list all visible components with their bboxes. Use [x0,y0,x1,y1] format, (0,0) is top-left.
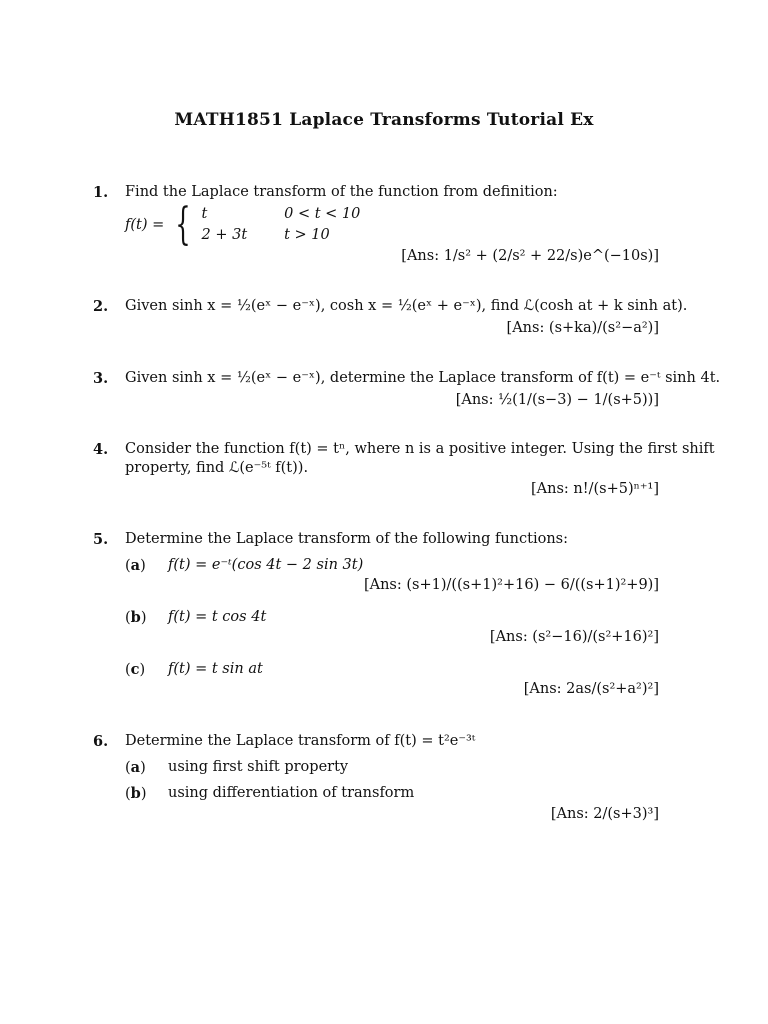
question-number: 2. [93,298,109,315]
answer: [Ans: 2/(s+3)³] [550,806,659,822]
question-5 [93,531,659,711]
answer: [Ans: n!/(s+5)ⁿ⁺¹] [531,481,659,497]
part-label-c: (c) [125,661,146,678]
answer-c: [Ans: 2as/(s²+a²)²] [523,681,659,697]
case-cond: 0 < t < 10 [284,206,361,222]
piecewise-case [202,225,361,246]
case-cond: t > 10 [284,227,330,243]
answer: [Ans: (s+ka)/(s²−a²)] [506,320,659,336]
answer: [Ans: ½(1/(s−3) − 1/(s+5))] [455,392,659,408]
part-label-b: (b) [125,609,147,626]
piecewise-function [125,199,361,250]
part-label-b: (b) [125,785,147,802]
question-text: Find the Laplace transform of the function from definition: [125,184,558,200]
question-text: Determine the Laplace transform of f(t) = t²e⁻³ᵗ [125,733,476,749]
part-text-b: using differentiation of transform [168,785,415,801]
part-expr-c: f(t) = t sin at [168,661,263,677]
question-number: 4. [93,441,109,458]
answer: [Ans: 1/s² + (2/s² + 22/s)e^(−10s)] [401,248,659,264]
part-expr-b: f(t) = t cos 4t [168,609,267,625]
question-text: Determine the Laplace transform of the following functions: [125,531,569,547]
part-label-a: (a) [125,557,146,574]
question-1 [93,184,659,274]
piecewise-case [202,204,361,225]
case-expr: 2 + 3t [201,227,248,243]
piecewise-lhs: f(t) = [125,217,165,233]
answer-a: [Ans: (s+1)/((s+1)²+16) − 6/((s+1)²+9)] [363,577,659,593]
question-6 [93,733,659,828]
question-number: 1. [93,184,109,201]
piecewise-cases [202,204,361,246]
brace-icon: { [175,199,191,250]
question-4 [93,441,715,501]
question-number: 3. [93,370,109,387]
question-3 [93,370,721,415]
answer-b: [Ans: (s²−16)/(s²+16)²] [489,629,659,645]
question-text: Given sinh x = ½(eˣ − e⁻ˣ), cosh x = ½(eˣ + e⁻ˣ), find ℒ(cosh at + k sinh at). [125,298,688,314]
question-number: 5. [93,531,109,548]
question-text-line-1: Consider the function f(t) = tⁿ, where n is a positive integer. Using the first shift [125,441,715,457]
question-text-line-2: property, find ℒ(e⁻⁵ᵗ f(t)). [125,460,309,476]
question-2 [93,298,688,343]
page-title: MATH1851 Laplace Transforms Tutorial Ex [174,110,594,130]
part-text-a: using first shift property [168,759,349,775]
question-number: 6. [93,733,109,750]
part-expr-a: f(t) = e⁻ᵗ(cos 4t − 2 sin 3t) [168,557,364,573]
part-label-a: (a) [125,759,146,776]
question-text: Given sinh x = ½(eˣ − e⁻ˣ), determine the Laplace transform of f(t) = e⁻ᵗ sinh 4t. [125,370,721,386]
case-expr: t [201,206,208,222]
